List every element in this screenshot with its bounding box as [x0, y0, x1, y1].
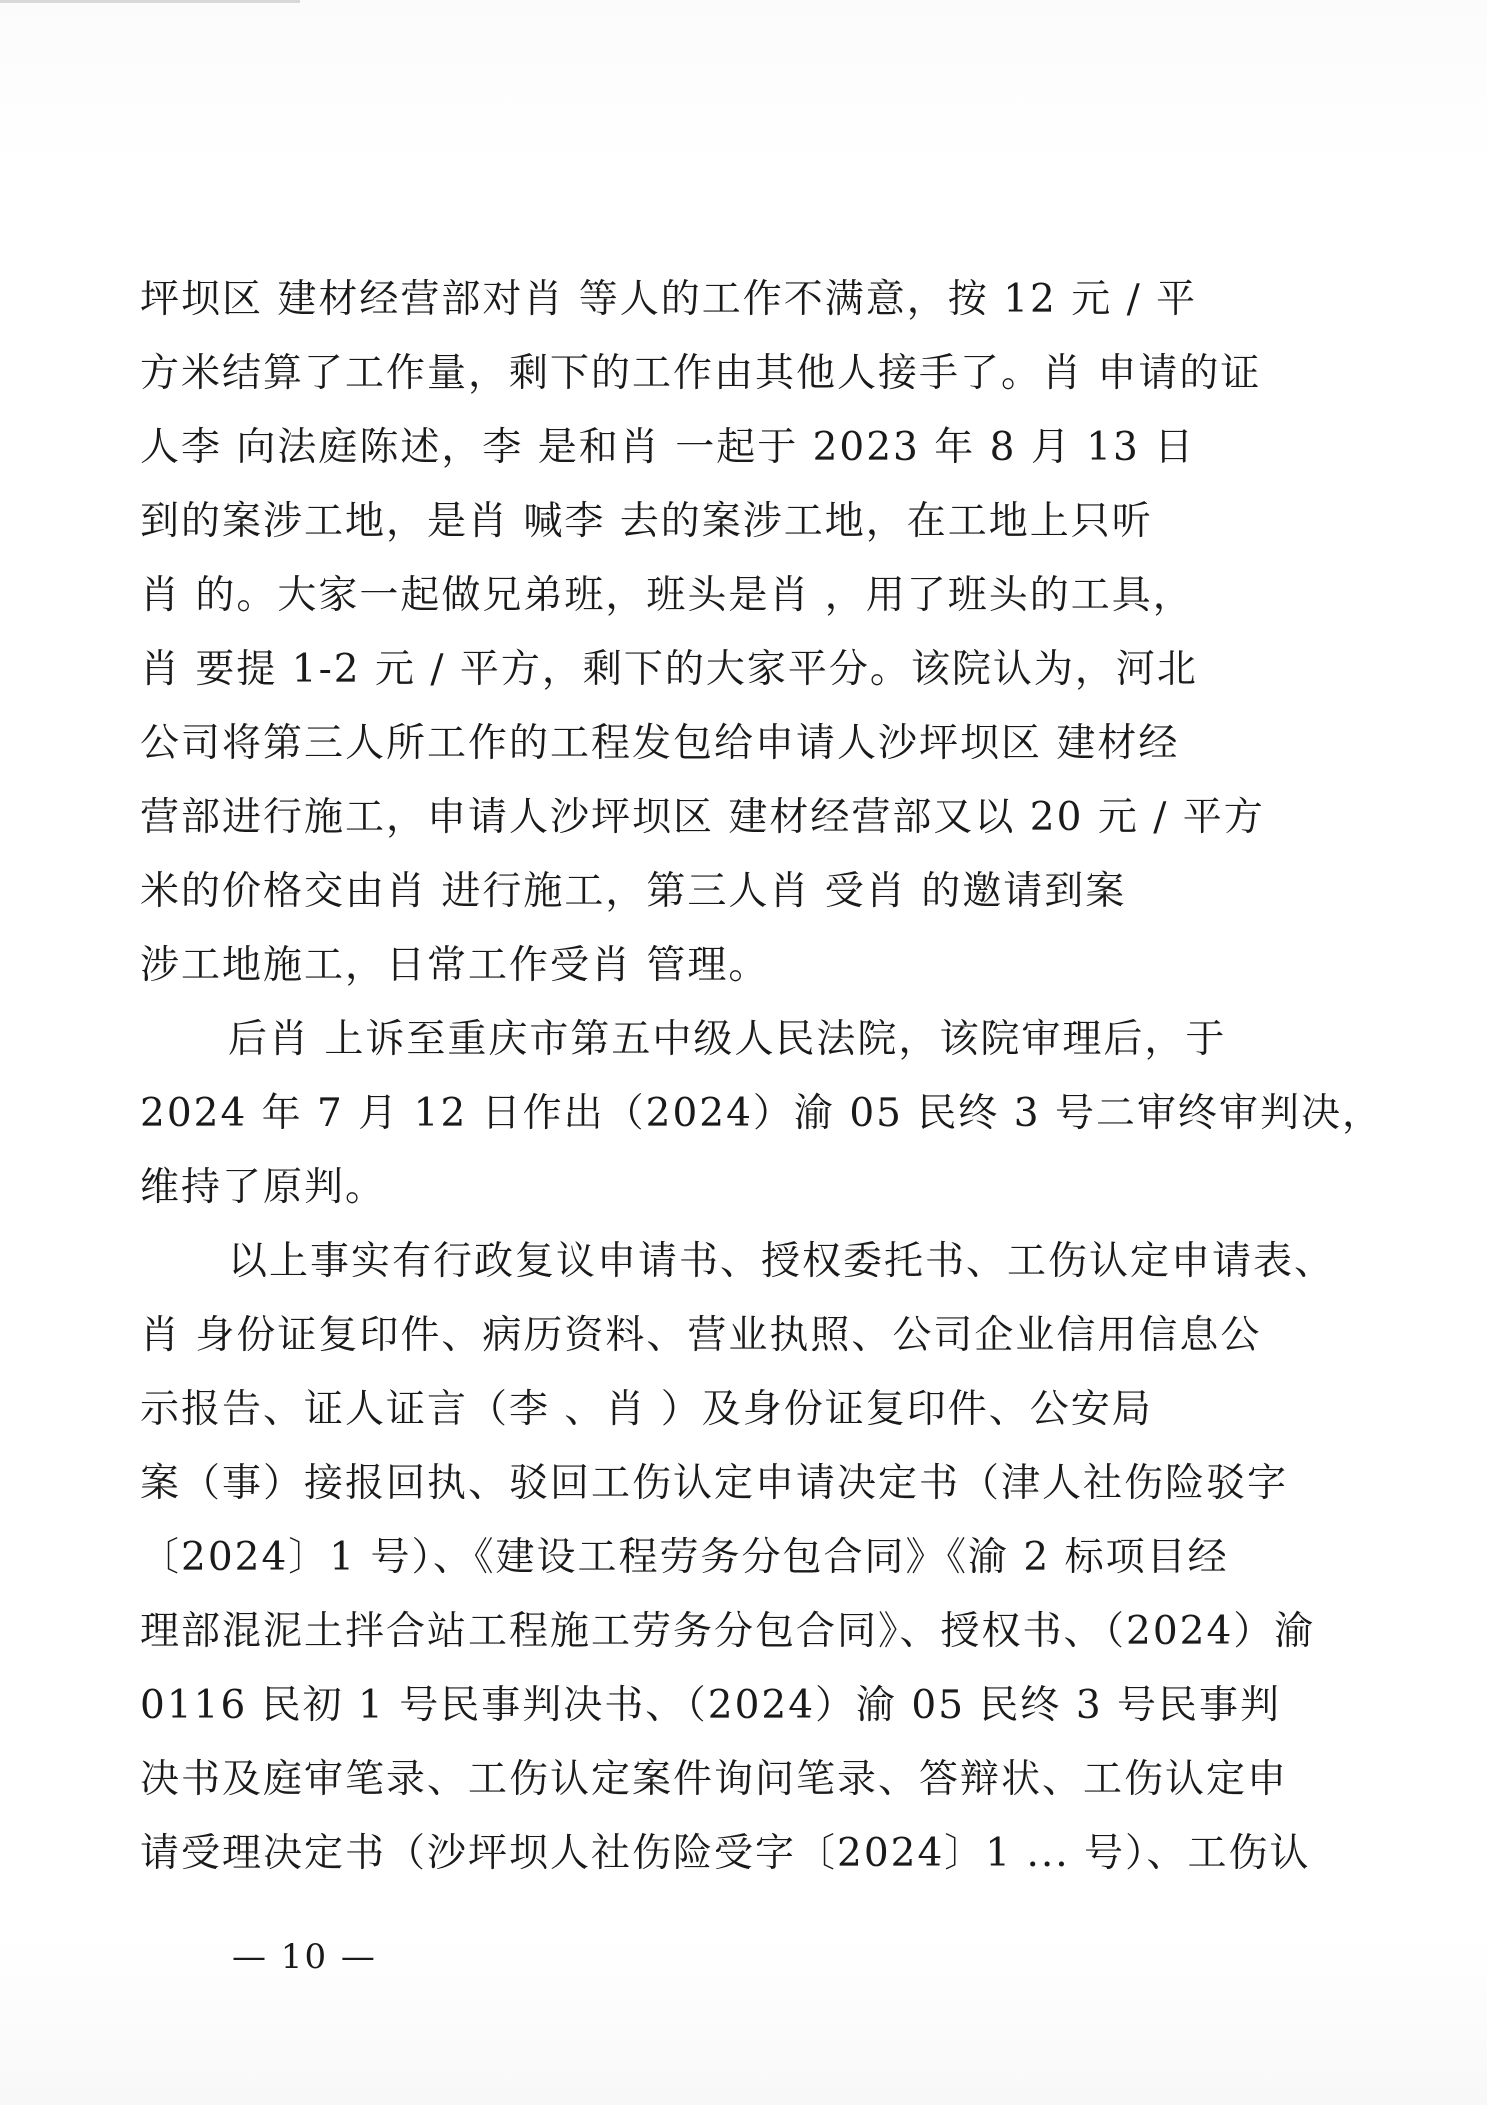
text-line: 0116 民初 1 号民事判决书、（2024）渝 05 民终 3 号民事判: [140, 1683, 1282, 1728]
text-line: 示报告、证人证言（李 、肖 ）及身份证复印件、公安局: [140, 1387, 1153, 1432]
text-line: 坪坝区 建材经营部对肖 等人的工作不满意，按 12 元 / 平: [140, 277, 1198, 322]
text-line: 公司将第三人所工作的工程发包给申请人沙坪坝区 建材经: [140, 721, 1180, 766]
text-line: 营部进行施工，申请人沙坪坝区 建材经营部又以 20 元 / 平方: [140, 795, 1265, 840]
text-line: 涉工地施工，日常工作受肖 管理。: [140, 943, 770, 988]
scan-edge-mark: [0, 0, 300, 3]
text-line: 人李 向法庭陈述，李 是和肖 一起于 2023 年 8 月 13 日: [140, 425, 1196, 470]
paragraph-start-line: 后肖 上诉至重庆市第五中级人民法院，该院审理后，于: [228, 1017, 1227, 1062]
text-line: 2024 年 7 月 12 日作出（2024）渝 05 民终 3 号二审终审判决，: [140, 1091, 1383, 1136]
text-line: 肖 的。大家一起做兄弟班，班头是肖 ，用了班头的工具，: [140, 573, 1194, 618]
text-line: 决书及庭审笔录、工伤认定案件询问笔录、答辩状、工伤认定申: [140, 1757, 1289, 1802]
text-line: 理部混泥土拌合站工程施工劳务分包合同》、授权书、（2024）渝: [140, 1609, 1316, 1654]
text-line: 案（事）接报回执、驳回工伤认定申请决定书（津人社伤险驳字: [140, 1461, 1289, 1506]
text-line: 请受理决定书（沙坪坝人社伤险受字〔2024〕1 ... 号）、工伤认: [140, 1831, 1311, 1876]
text-line: 方米结算了工作量，剩下的工作由其他人接手了。肖 申请的证: [140, 351, 1262, 396]
text-line: 肖 要提 1-2 元 / 平方，剩下的大家平分。该院认为，河北: [140, 647, 1198, 692]
page-number: — 10 —: [232, 1937, 377, 1977]
text-line: 〔2024〕1 号）、《建设工程劳务分包合同》《渝 2 标项目经: [140, 1535, 1229, 1580]
text-line: 米的价格交由肖 进行施工，第三人肖 受肖 的邀请到案: [140, 869, 1127, 914]
text-line: 肖 身份证复印件、病历资料、营业执照、公司企业信用信息公: [140, 1313, 1262, 1358]
text-line: 到的案涉工地，是肖 喊李 去的案涉工地，在工地上只听: [140, 499, 1153, 544]
text-line: 维持了原判。: [140, 1165, 387, 1210]
paragraph-start-line: 以上事实有行政复议申请书、授权委托书、工伤认定申请表、: [228, 1239, 1336, 1284]
